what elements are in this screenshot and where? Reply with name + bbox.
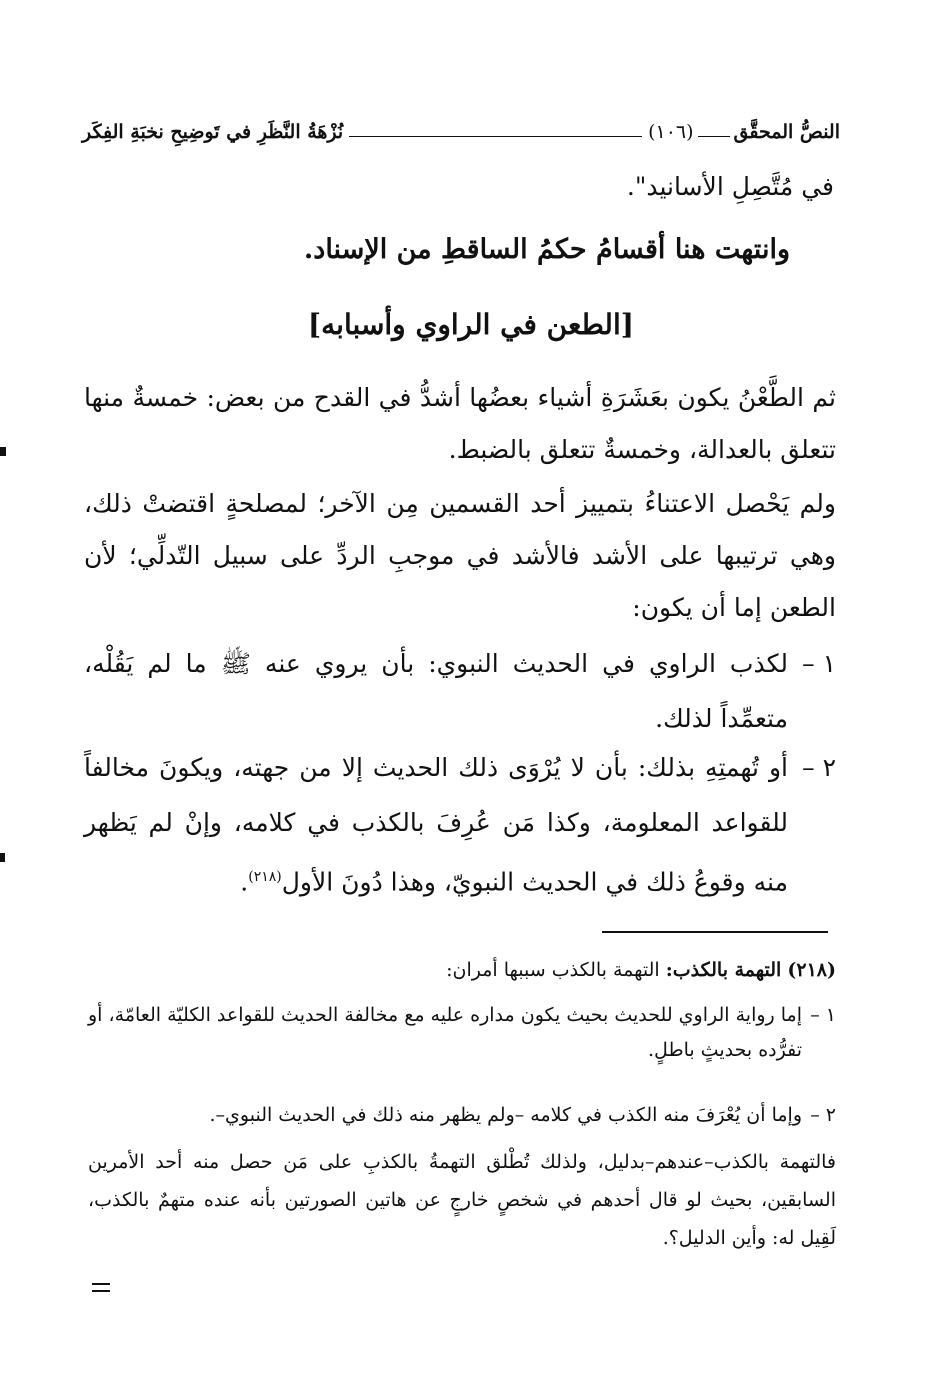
footnote-closing [88,1143,836,1257]
footnote-number: (٢١٨) [787,959,836,981]
footnote-heading [88,953,836,987]
list-item-text: لكذب الراوي في الحديث النبوي: بأن يروي عنه ﷺ ما لم يَقُلْه، متعمِّداً لذلك. [84,649,788,733]
list-item-text: أو تُهمتِهِ بذلك: بأن لا يُرْوَى ذلك الحديث إلا من جهته، ويكونَ مخالفاً للقواعد المعلومة، وكذا مَن عُرِفَ بالكذب في كلامه، وإنْ لم يَظهر منه وقوعُ ذلك في الحديث النبويّ، وهذا دُونَ الأول$^{(٢١٨)}$. [84,753,788,897]
footnote-item-number: ١ – [810,1004,836,1026]
list-item-text-body: أو تُهمتِهِ بذلك: بأن لا يُرْوَى ذلك الحديث إلا من جهته، ويكونَ مخالفاً للقواعد المعلومة، وكذا مَن عُرِفَ بالكذب في كلامه، وإنْ لم يَظهر منه وقوعُ ذلك في الحديث النبويّ، وهذا دُونَ الأول [84,753,788,897]
scan-margin-mark [0,853,5,862]
footnote-item-text: إما رواية الراوي للحديث بحيث يكون مداره عليه مع مخالفة الحديث للقواعد الكليّة العامّة، أو تفرُّده بحديثٍ باطلٍ. [88,1004,802,1061]
list-item-number: ١ – [802,649,836,678]
paragraph-1: ثم الطَّعْنُ يكون بعَشَرَةِ أشياء بعضُها أشدُّ في القدح من بعض: خمسةٌ منها تتعلق بالعدالة، وخمسةٌ تتعلق بالضبط. [84,383,836,464]
header-work-title: نُزْهَةُ النَّظَرِ في تَوضِيحِ نخبَةِ الفِكَر [82,121,344,143]
list-item-1 [84,636,836,746]
footnote-reference[interactable]: (٢١٨) [248,869,282,885]
footnote-intro: التهمة بالكذب سببها أمران: [446,959,660,981]
header-book-title: النصُّ المحقَّق [733,121,840,143]
footnote-closing-text: فالتهمة بالكذب–عندهم–بدليل، ولذلك تُطْلق التهمةُ بالكذبِ على مَن حصل منه أحد الأمرين السابقين، بحيث لو قال أحدهم في شخصٍ خارجٍ عن هاتين الصورتين بأنه عنده متهمٌ بالكذب، لَقِيل له: وأين الدليل؟. [88,1151,836,1249]
footnote-item-1 [88,998,836,1068]
header-rule-left [349,136,642,137]
footnote-item-2 [88,1098,836,1133]
header-page-number: (١٠٦) [648,121,694,143]
paragraph-2: ولم يَحْصل الاعتناءُ بتمييز أحد القسمين مِن الآخر؛ لمصلحةٍ اقتضتْ ذلك، وهي ترتيبها على الأشد فالأشد في موجبِ الردِّ على سبيل التّدلِّي؛ لأن الطعن إما أن يكون: [84,489,836,622]
conclusion-heading: وانتهت هنا أقسامُ حكمُ الساقطِ من الإسناد. [303,234,790,265]
footnote-separator [602,931,828,933]
running-header [82,112,840,152]
equals-sign-icon [92,1283,110,1292]
header-rule-right [698,136,730,137]
intro-line: في مُتَّصِلِ الأسانيد". [626,172,834,201]
list-item-number: ٢ – [802,753,836,782]
section-title: [الطعن في الراوي وأسبابه] [307,308,634,341]
list-item-2 [84,740,836,909]
footnote-title: التهمة بالكذب: [665,959,782,981]
footnote-item-text: وإما أن يُعْرَفَ منه الكذب في كلامه –ولم يظهر منه ذلك في الحديث النبوي–. [209,1104,802,1126]
footnote-item-number: ٢ – [810,1104,836,1126]
scan-margin-mark [0,447,6,456]
